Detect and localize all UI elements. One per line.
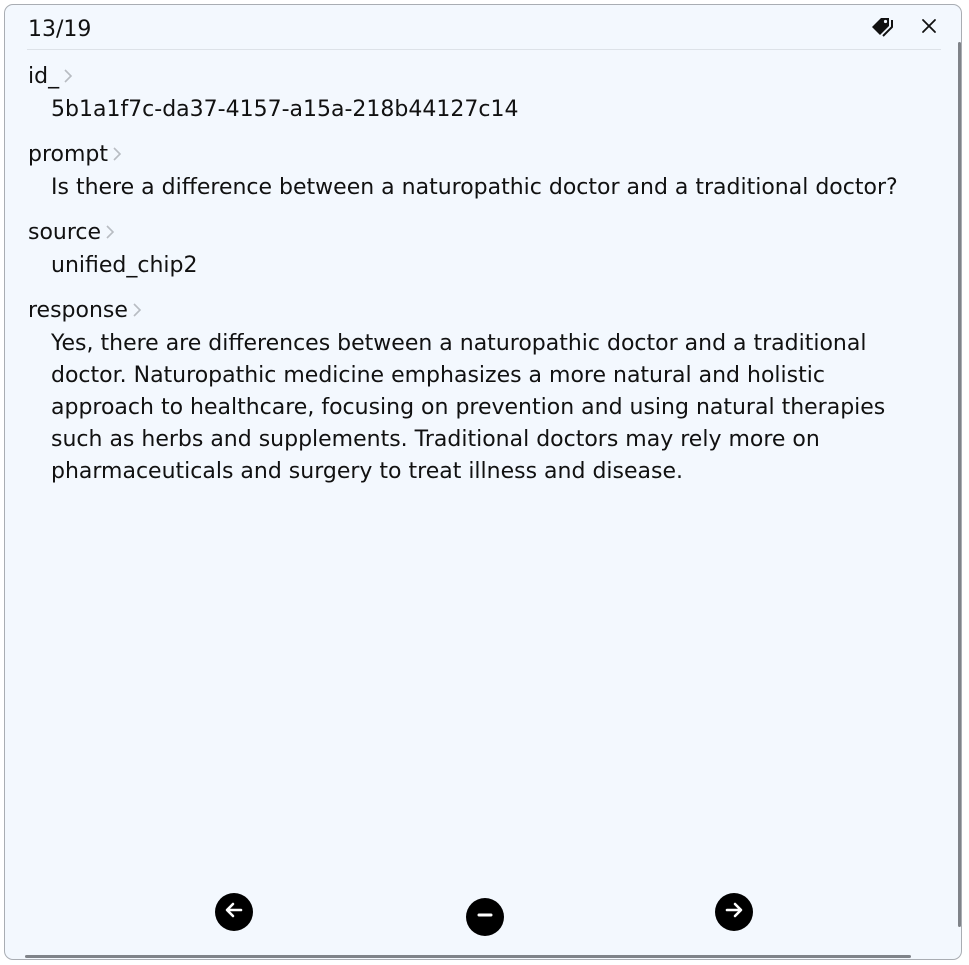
field-key-prompt[interactable]: [28, 140, 918, 168]
arrow-left-icon: [223, 899, 245, 925]
record-viewer-window: [4, 4, 962, 960]
arrow-right-icon: [723, 899, 745, 925]
chevron-right-icon: [105, 224, 115, 240]
minus-circle-icon: [474, 904, 496, 930]
field-key-source[interactable]: [28, 218, 918, 246]
vertical-scrollbar[interactable]: [958, 42, 961, 927]
field-response: [28, 296, 918, 488]
tag-icon: [869, 14, 895, 42]
field-key-label: id_: [28, 63, 60, 89]
field-value-response: Yes, there are differences between a naturopathic doctor and a traditional doctor. Naturopathic medicine emphasizes a more natural and holistic approach to healthcare, focusing on prevention and using natural therapies such as herbs and supplements. Traditional doctors may rely more on pharmaceuticals and surgery to treat illness and disease.: [51, 331, 886, 484]
field-key-id[interactable]: [28, 62, 918, 90]
field-prompt: [28, 140, 918, 204]
remove-button[interactable]: [466, 898, 504, 936]
field-key-response[interactable]: [28, 296, 918, 324]
field-source: [28, 218, 918, 282]
field-value-prompt: Is there a difference between a naturopathic doctor and a traditional doctor?: [51, 175, 898, 200]
chevron-right-icon: [132, 302, 142, 318]
previous-button[interactable]: [215, 893, 253, 931]
field-value-source: unified_chip2: [51, 253, 198, 278]
field-key-label: source: [28, 219, 102, 245]
close-icon: [921, 18, 937, 38]
field-id: [28, 62, 918, 126]
record-counter: 13/19: [28, 17, 92, 42]
field-key-label: response: [28, 297, 128, 323]
field-key-label: prompt: [28, 141, 109, 167]
record-fields: [28, 62, 918, 502]
tag-button[interactable]: [867, 13, 897, 43]
next-button[interactable]: [715, 893, 753, 931]
field-value-id: 5b1a1f7c-da37-4157-a15a-218b44127c14: [51, 97, 519, 122]
header-divider: [27, 49, 941, 50]
horizontal-scrollbar[interactable]: [25, 955, 911, 958]
chevron-right-icon: [112, 146, 122, 162]
close-button[interactable]: [914, 13, 944, 43]
chevron-right-icon: [63, 68, 73, 84]
